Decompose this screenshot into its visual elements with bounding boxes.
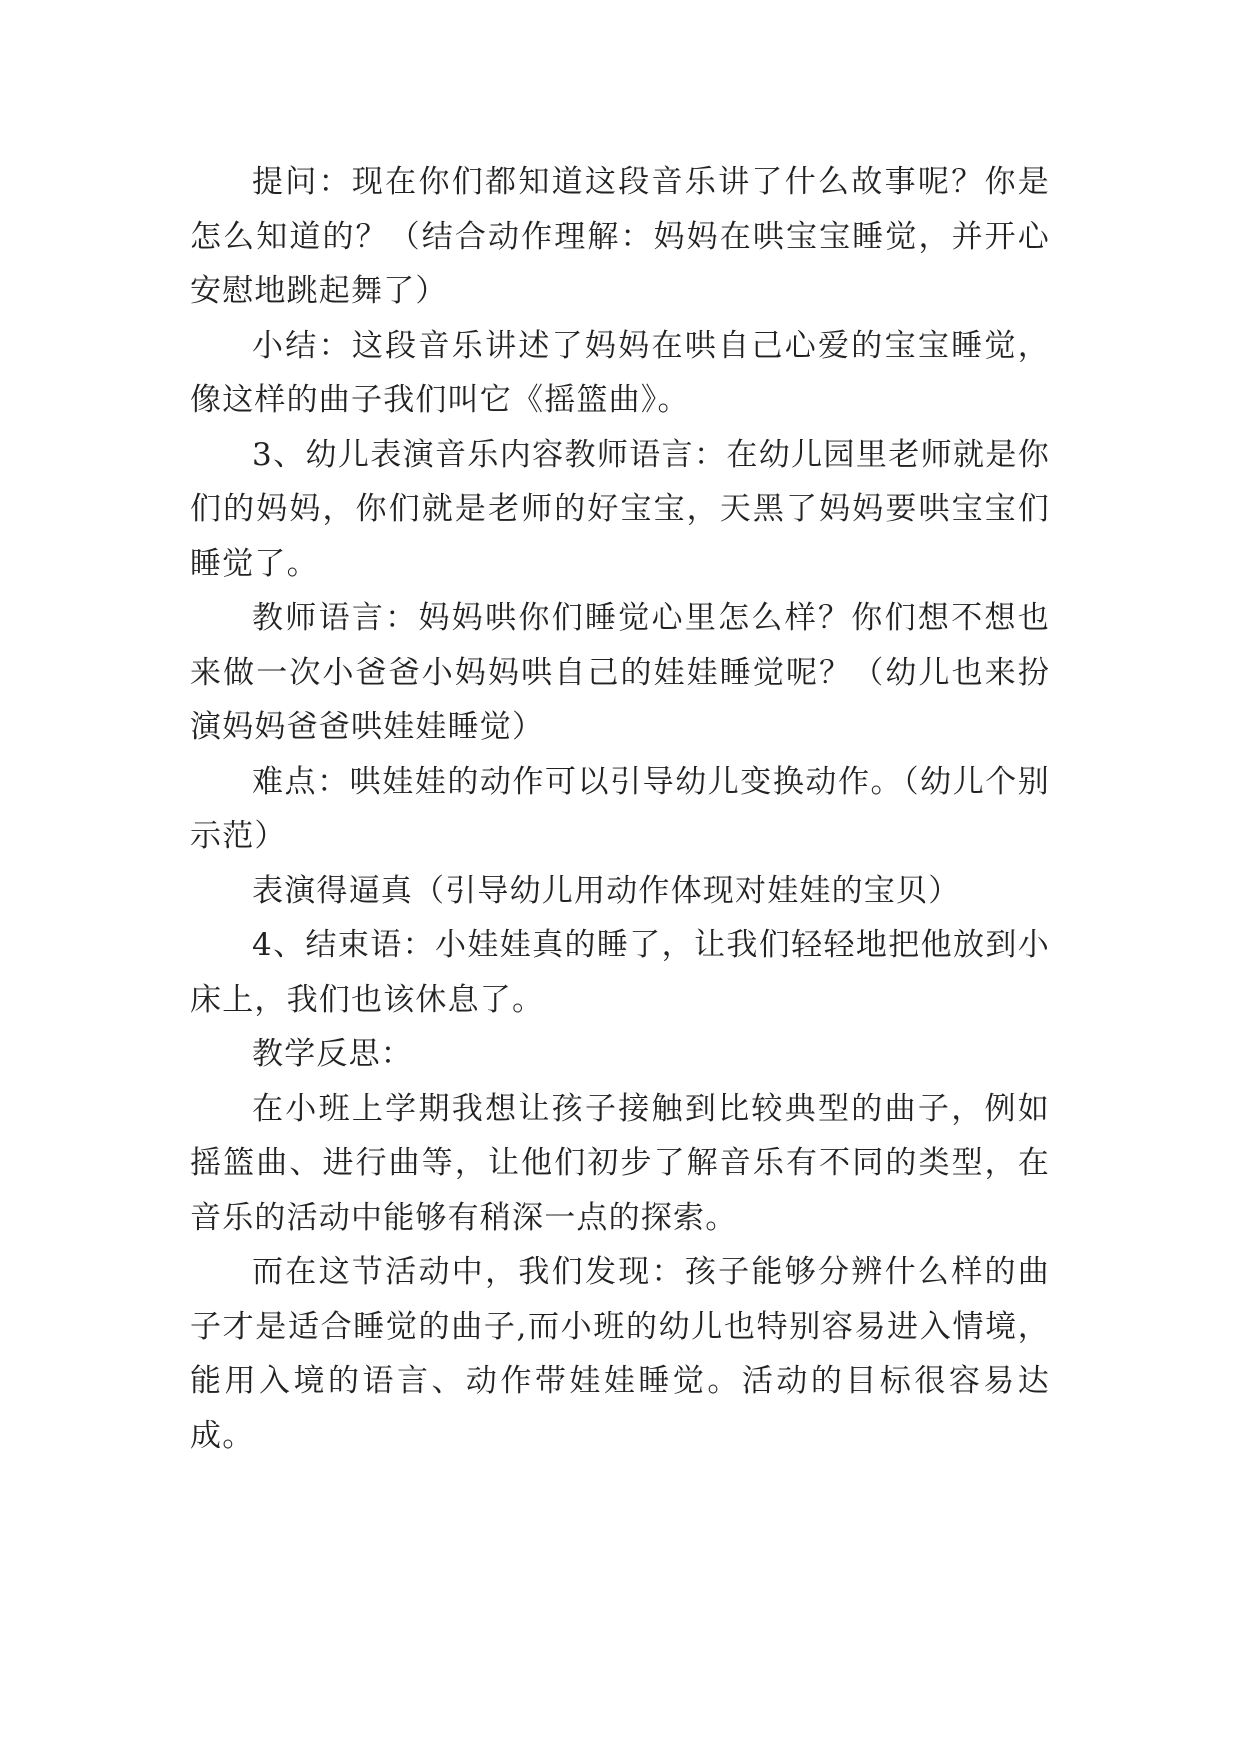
paragraph-reflection-1: 在小班上学期我想让孩子接触到比较典型的曲子，例如摇篮曲、进行曲等，让他们初步了解音乐有不同的类型，在音乐的活动中能够有稍深一点的探索。 — [190, 1090, 1050, 1236]
paragraph-reflection-heading: 教学反思： — [252, 1036, 413, 1072]
paragraph-summary: 小结：这段音乐讲述了妈妈在哄自己心爱的宝宝睡觉，像这样的曲子我们叫它《摇篮曲》。 — [190, 327, 1050, 418]
paragraph-question: 提问：现在你们都知道这段音乐讲了什么故事呢？你是怎么知道的？（结合动作理解：妈妈在哄宝宝睡觉，并开心安慰地跳起舞了） — [190, 164, 1050, 309]
paragraph-step-3: 3、幼儿表演音乐内容教师语言：在幼儿园里老师就是你们的妈妈，你们就是老师的好宝宝，天黑了妈妈要哄宝宝们睡觉了。 — [190, 436, 1050, 582]
paragraph-reflection-2: 而在这节活动中，我们发现：孩子能够分辨什么样的曲子才是适合睡觉的曲子,而小班的幼儿也特别容易进入情境，能用入境的语言、动作带娃娃睡觉。活动的目标很容易达成。 — [190, 1254, 1050, 1454]
paragraph-difficulty: 难点：哄娃娃的动作可以引导幼儿变换动作。（幼儿个别示范） — [190, 763, 1050, 854]
document-body — [190, 155, 1050, 1463]
paragraph-teacher-language: 教师语言：妈妈哄你们睡觉心里怎么样？你们想不想也来做一次小爸爸小妈妈哄自己的娃娃睡觉呢？（幼儿也来扮演妈妈爸爸哄娃娃睡觉） — [190, 600, 1050, 745]
paragraph-step-4: 4、结束语：小娃娃真的睡了，让我们轻轻地把他放到小床上，我们也该休息了。 — [190, 927, 1050, 1018]
paragraph-performance: 表演得逼真（引导幼儿用动作体现对娃娃的宝贝） — [252, 872, 961, 909]
